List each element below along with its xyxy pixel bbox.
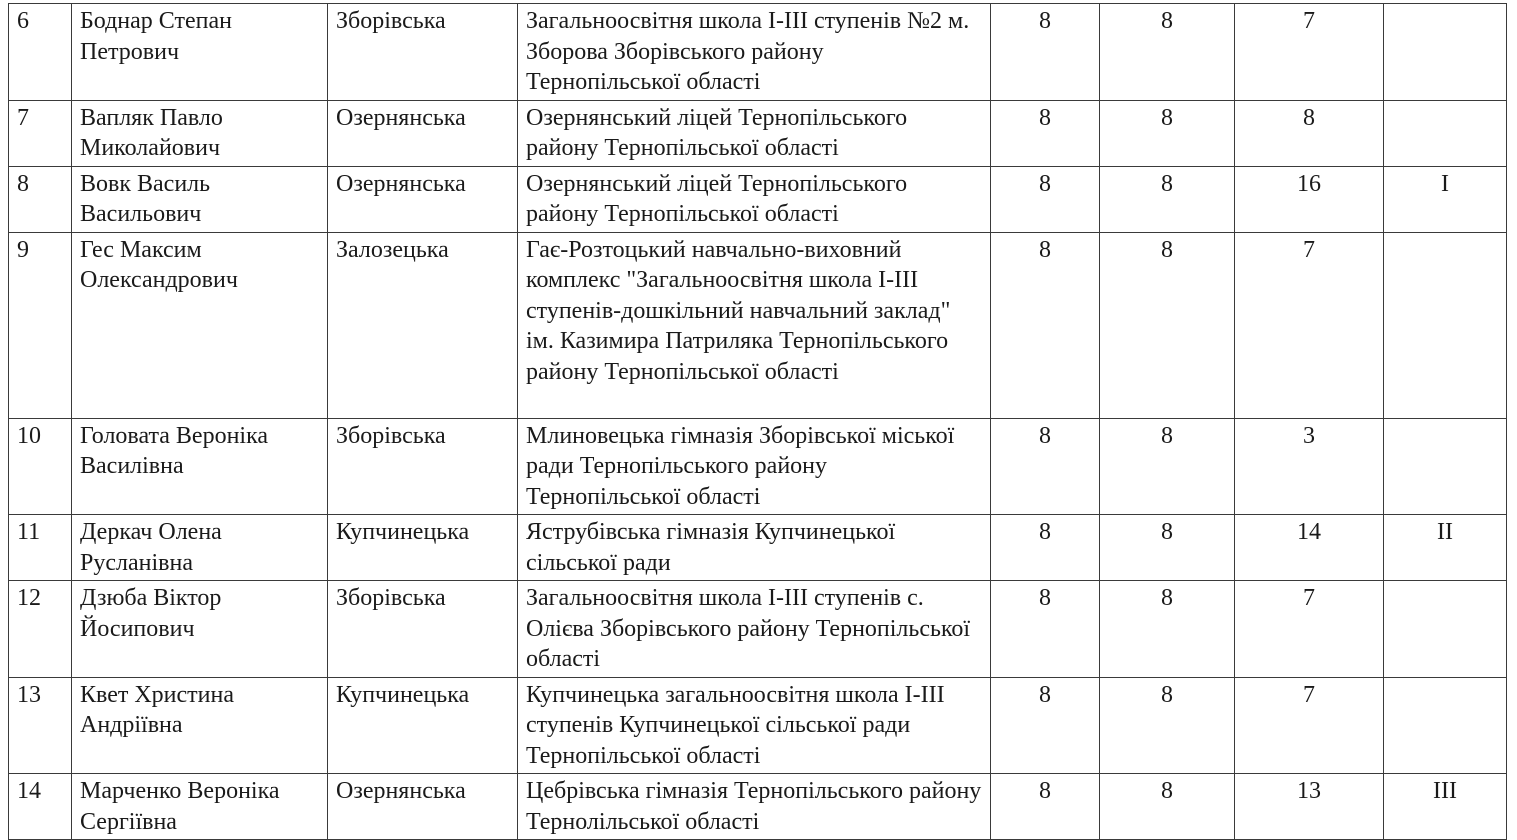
row-number: 8 <box>9 166 72 232</box>
score-2: 8 <box>1100 232 1235 418</box>
score-total: 7 <box>1235 4 1384 101</box>
school-name: Загальноосвітня школа I-III ступенів №2 м. Зборова Зборівського району Тернопільської області <box>518 4 991 101</box>
score-total: 13 <box>1235 774 1384 840</box>
school-name: Озернянський ліцей Тернопільського району Тернопільської області <box>518 100 991 166</box>
table-row <box>9 677 1507 774</box>
hromada-name: Купчинецька <box>328 515 518 581</box>
score-total: 16 <box>1235 166 1384 232</box>
score-1: 8 <box>991 232 1100 418</box>
table-row <box>9 418 1507 515</box>
row-number: 6 <box>9 4 72 101</box>
row-number: 7 <box>9 100 72 166</box>
hromada-name: Озернянська <box>328 100 518 166</box>
row-number: 13 <box>9 677 72 774</box>
place-award <box>1384 4 1507 101</box>
table-row <box>9 166 1507 232</box>
school-name: Озернянський ліцей Тернопільського району Тернопільської області <box>518 166 991 232</box>
school-name: Загальноосвітня школа I-III ступенів с. Олієва Зборівського району Тернопільської області <box>518 581 991 678</box>
participant-name: Гес Максим Олександрович <box>72 232 328 418</box>
place-award: II <box>1384 515 1507 581</box>
participant-name: Дзюба Віктор Йосипович <box>72 581 328 678</box>
score-1: 8 <box>991 166 1100 232</box>
hromada-name: Зборівська <box>328 581 518 678</box>
row-number: 10 <box>9 418 72 515</box>
score-2: 8 <box>1100 418 1235 515</box>
school-name: Цебрівська гімназія Тернопільського району Тернолільської області <box>518 774 991 840</box>
participant-name: Деркач Олена Русланівна <box>72 515 328 581</box>
hromada-name: Озернянська <box>328 774 518 840</box>
participant-name: Головата Вероніка Василівна <box>72 418 328 515</box>
score-1: 8 <box>991 515 1100 581</box>
participant-name: Боднар Степан Петрович <box>72 4 328 101</box>
table-row <box>9 4 1507 101</box>
row-number: 11 <box>9 515 72 581</box>
score-1: 8 <box>991 774 1100 840</box>
row-number: 12 <box>9 581 72 678</box>
score-total: 7 <box>1235 677 1384 774</box>
score-2: 8 <box>1100 166 1235 232</box>
score-2: 8 <box>1100 515 1235 581</box>
score-total: 8 <box>1235 100 1384 166</box>
table-row <box>9 100 1507 166</box>
place-award <box>1384 418 1507 515</box>
row-number: 9 <box>9 232 72 418</box>
score-total: 3 <box>1235 418 1384 515</box>
score-total: 7 <box>1235 581 1384 678</box>
table-row <box>9 581 1507 678</box>
score-1: 8 <box>991 677 1100 774</box>
results-table <box>8 3 1507 840</box>
score-total: 14 <box>1235 515 1384 581</box>
score-1: 8 <box>991 418 1100 515</box>
table-row <box>9 232 1507 418</box>
table-row <box>9 774 1507 840</box>
place-award <box>1384 581 1507 678</box>
participant-name: Вовк Василь Васильович <box>72 166 328 232</box>
school-name: Купчинецька загальноосвітня школа I-III ступенів Купчинецької сільської ради Тернопільської області <box>518 677 991 774</box>
place-award: III <box>1384 774 1507 840</box>
school-name: Яструбівська гімназія Купчинецької сільської ради <box>518 515 991 581</box>
score-1: 8 <box>991 4 1100 101</box>
hromada-name: Зборівська <box>328 418 518 515</box>
score-2: 8 <box>1100 581 1235 678</box>
row-number: 14 <box>9 774 72 840</box>
score-2: 8 <box>1100 4 1235 101</box>
score-2: 8 <box>1100 677 1235 774</box>
score-1: 8 <box>991 581 1100 678</box>
participant-name: Марченко Вероніка Сергіївна <box>72 774 328 840</box>
school-name: Млиновецька гімназія Зборівської міської ради Тернопільського району Тернопільської області <box>518 418 991 515</box>
score-2: 8 <box>1100 774 1235 840</box>
table-row <box>9 515 1507 581</box>
hromada-name: Залозецька <box>328 232 518 418</box>
score-total: 7 <box>1235 232 1384 418</box>
table-body <box>9 4 1507 840</box>
score-2: 8 <box>1100 100 1235 166</box>
participant-name: Вапляк Павло Миколайович <box>72 100 328 166</box>
hromada-name: Озернянська <box>328 166 518 232</box>
place-award: I <box>1384 166 1507 232</box>
place-award <box>1384 100 1507 166</box>
place-award <box>1384 232 1507 418</box>
place-award <box>1384 677 1507 774</box>
hromada-name: Зборівська <box>328 4 518 101</box>
school-name: Гає-Розтоцький навчально-виховний комплекс "Загальноосвітня школа I-III ступенів-дошкільний навчальний заклад" ім. Казимира Патриляка Тернопільського району Тернопільської області <box>518 232 991 418</box>
hromada-name: Купчинецька <box>328 677 518 774</box>
score-1: 8 <box>991 100 1100 166</box>
participant-name: Квет Христина Андріївна <box>72 677 328 774</box>
